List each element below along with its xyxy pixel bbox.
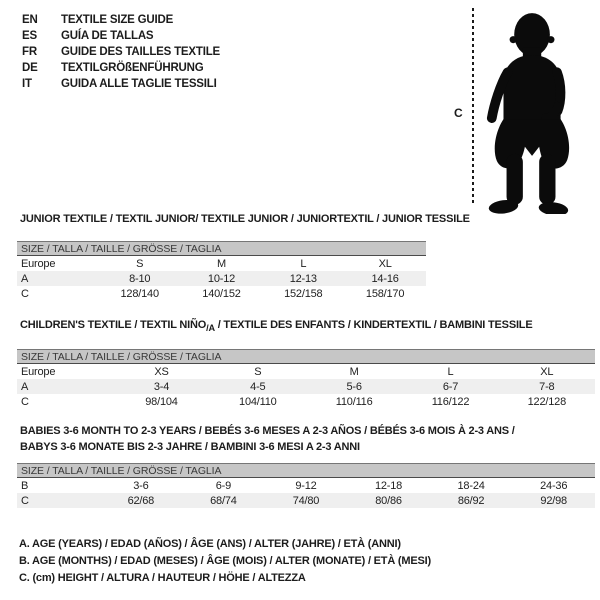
height-measure-label: C <box>454 106 463 120</box>
age-cell: 10-12 <box>181 271 263 286</box>
age-cell: 9-12 <box>295 479 317 492</box>
size-cell: L <box>447 365 454 378</box>
table-row <box>17 394 595 409</box>
language-row-fr <box>22 44 220 60</box>
guide-title-it: GUIDA ALLE TAGLIE TESSILI <box>61 78 217 90</box>
guide-title-de: TEXTILGRÖßENFÜHRUNG <box>61 62 204 74</box>
height-cell: 80/86 <box>347 493 430 508</box>
size-cell: S <box>254 365 262 378</box>
height-cell: 74/80 <box>265 493 348 508</box>
row-label: A <box>17 271 99 286</box>
age-cell: 12-18 <box>374 479 403 492</box>
height-cell: 62/68 <box>100 493 183 508</box>
junior-textile-section <box>17 213 470 301</box>
height-cell: 110/116 <box>335 395 373 408</box>
height-measure-dashed-line <box>472 8 474 206</box>
height-cell: 122/128 <box>527 395 566 408</box>
language-row-en <box>22 12 220 28</box>
table-row <box>17 286 426 301</box>
row-label: B <box>21 479 29 492</box>
size-cell: XL <box>378 257 392 270</box>
size-cell: XL <box>540 365 554 378</box>
guide-title-fr: GUIDE DES TAILLES TEXTILE <box>61 46 220 58</box>
age-cell: 6-7 <box>402 379 498 394</box>
age-cell: 12-13 <box>262 271 344 286</box>
footnote-c: C. (cm) HEIGHT / ALTURA / HAUTEUR / HÖHE / ALTEZZA <box>19 572 306 584</box>
language-title-list <box>22 12 220 92</box>
babies-section-title <box>17 423 595 455</box>
size-cell: M <box>349 365 359 378</box>
table-row <box>17 379 595 394</box>
row-label: Europe <box>21 365 56 378</box>
height-cell: 98/104 <box>145 395 178 408</box>
row-label: C <box>21 395 29 408</box>
size-header-bar: SIZE / TALLA / TAILLE / GRÖSSE / TAGLIA <box>17 464 595 478</box>
language-row-de <box>22 60 220 76</box>
babies-title-line2: BABYS 3-6 MONATE BIS 2-3 JAHRE / BAMBINI 3-6 MESI A 2-3 ANNI <box>20 441 360 453</box>
age-cell: 3-6 <box>133 479 149 492</box>
language-row-es <box>22 28 220 44</box>
language-code: IT <box>22 78 32 90</box>
age-cell: 5-6 <box>306 379 402 394</box>
childrens-title-sub: /A <box>206 323 215 334</box>
table-row <box>17 364 595 380</box>
language-code: DE <box>22 62 38 74</box>
size-header-bar: SIZE / TALLA / TAILLE / GRÖSSE / TAGLIA <box>17 350 595 364</box>
size-cell: XS <box>154 365 169 378</box>
language-code: ES <box>22 30 37 42</box>
childrens-title-rest: / TEXTILE DES ENFANTS / KINDERTEXTIL / BAMBINI TESSILE <box>214 319 533 331</box>
height-cell: 158/170 <box>365 287 405 300</box>
row-label: C <box>21 287 29 300</box>
height-cell: 86/92 <box>430 493 513 508</box>
childrens-title-main: CHILDREN'S TEXTILE / TEXTIL NIÑO <box>20 319 207 331</box>
language-code: FR <box>22 46 37 58</box>
age-cell: 3-4 <box>113 379 209 394</box>
age-cell: 8-10 <box>99 271 181 286</box>
junior-size-table <box>17 241 426 301</box>
babies-title-line1: BABIES 3-6 MONTH TO 2-3 YEARS / BEBÉS 3-6 MESES A 2-3 AÑOS / BÉBÉS 3-6 MOIS À 2-3 ANS / <box>20 425 515 437</box>
height-cell: 128/140 <box>120 287 159 300</box>
guide-title-en: TEXTILE SIZE GUIDE <box>61 14 174 26</box>
age-cell: 18-24 <box>457 479 485 492</box>
table-row <box>17 493 595 508</box>
language-row-it <box>22 76 220 92</box>
age-cell: 14-16 <box>344 271 426 286</box>
height-cell: 152/158 <box>284 287 323 300</box>
babies-textile-section <box>17 423 595 508</box>
size-cell: S <box>136 257 144 270</box>
height-cell: 104/110 <box>239 395 277 408</box>
table-row <box>17 478 595 494</box>
table-row <box>17 256 426 272</box>
height-cell: 68/74 <box>182 493 265 508</box>
size-header-bar: SIZE / TALLA / TAILLE / GRÖSSE / TAGLIA <box>17 242 426 256</box>
age-cell: 4-5 <box>210 379 306 394</box>
childrens-textile-section <box>17 319 595 409</box>
guide-title-es: GUÍA DE TALLAS <box>61 30 154 42</box>
childrens-section-title <box>17 319 595 335</box>
age-cell: 24-36 <box>540 479 568 492</box>
footnote-legend <box>19 536 431 587</box>
babies-size-table <box>17 463 595 508</box>
toddler-silhouette-icon <box>478 5 582 214</box>
row-label: C <box>17 493 100 508</box>
age-cell: 7-8 <box>499 379 595 394</box>
footnote-a: A. AGE (YEARS) / EDAD (AÑOS) / ÂGE (ANS) / ALTER (JAHRE) / ETÀ (ANNI) <box>19 538 401 550</box>
size-cell: M <box>217 257 226 270</box>
junior-section-title: JUNIOR TEXTILE / TEXTIL JUNIOR/ TEXTILE JUNIOR / JUNIORTEXTIL / JUNIOR TESSILE <box>20 213 470 225</box>
footnote-b: B. AGE (MONTHS) / EDAD (MESES) / ÂGE (MOIS) / ALTER (MONATE) / ETÀ (MESI) <box>19 555 431 567</box>
row-label: A <box>17 379 113 394</box>
height-cell: 116/122 <box>431 395 470 408</box>
size-cell: L <box>300 257 307 270</box>
childrens-size-table <box>17 349 595 409</box>
height-cell: 140/152 <box>202 287 241 300</box>
row-label: Europe <box>21 257 56 270</box>
language-code: EN <box>22 14 38 26</box>
height-cell: 92/98 <box>512 493 595 508</box>
table-row <box>17 271 426 286</box>
age-cell: 6-9 <box>215 479 232 492</box>
